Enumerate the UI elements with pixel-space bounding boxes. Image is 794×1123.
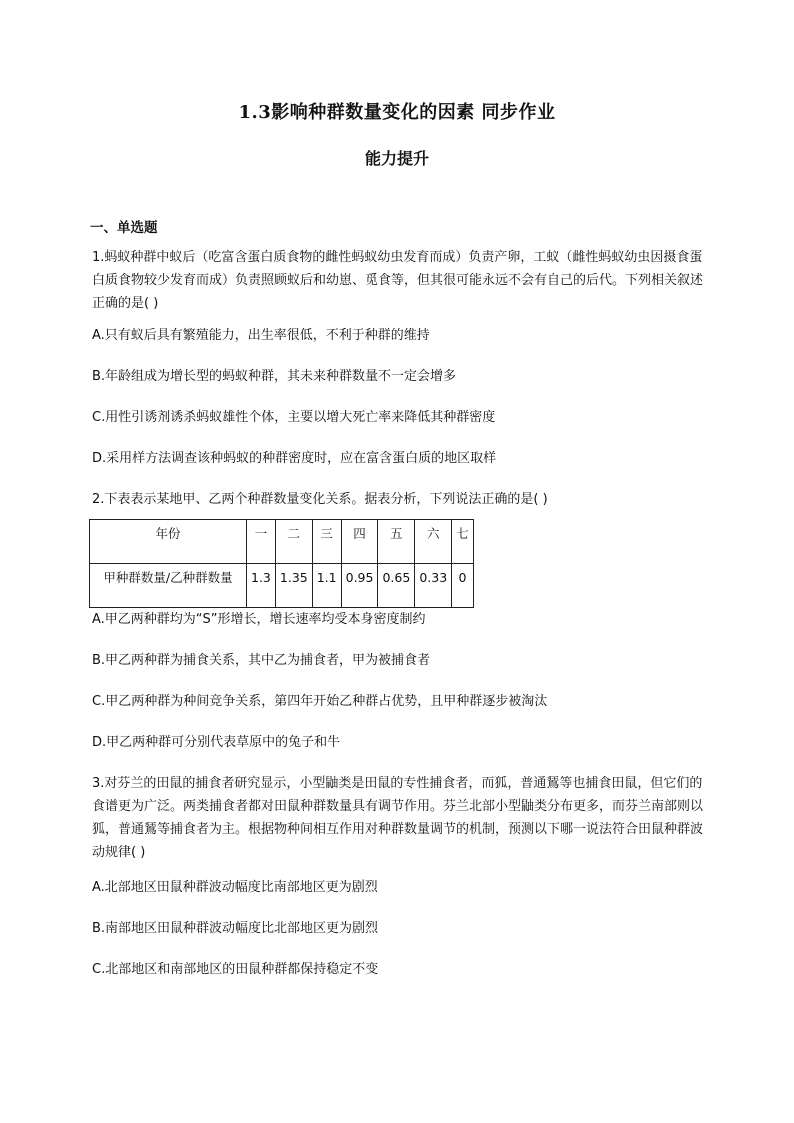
page-subtitle: 能力提升 [364,149,429,168]
option-a: A.只有蚁后具有繁殖能力，出生率很低，不利于种群的维持 [92,328,430,343]
question-stem: 2.下表表示某地甲、乙两个种群数量变化关系。据表分析，下列说法正确的是( ) [92,492,548,507]
question-3 [92,772,704,981]
table-year-cell: 二 [275,520,312,564]
table-year-cell: 六 [415,520,452,564]
option-a: A.甲乙两种群均为“S”形增长，增长速率均受本身密度制约 [92,612,426,627]
option-b: B.年龄组成为增长型的蚂蚁种群，其未来种群数量不一定会增多 [92,369,457,384]
page-title: 1.3影响种群数量变化的因素 同步作业 [238,102,556,123]
option-b: B.甲乙两种群为捕食关系，其中乙为捕食者，甲为被捕食者 [92,653,431,668]
option-c: C.甲乙两种群为种间竞争关系，第四年开始乙种群占优势，且甲种群逐步被淘汰 [92,694,548,709]
option-c: C.北部地区和南部地区的田鼠种群都保持稳定不变 [92,962,379,977]
table-row-label: 甲种群数量/乙种群数量 [90,564,247,608]
table-value-cell: 1.35 [275,564,312,608]
option-d: D.甲乙两种群可分别代表草原中的兔子和牛 [92,735,341,750]
option-c: C.用性引诱剂诱杀蚂蚁雄性个体，主要以增大死亡率来降低其种群密度 [92,410,496,425]
option-d: D.采用样方法调查该种蚂蚁的种群密度时，应在富含蛋白质的地区取样 [92,451,497,466]
table-year-cell: 一 [247,520,276,564]
table-value-cell: 0.33 [415,564,452,608]
question-stem: 1.蚂蚁种群中蚁后（吃富含蛋白质食物的雌性蚂蚁幼虫发育而成）负责产卵，工蚁（雌性蚂蚁幼虫因摄食蛋白质食物较少发育而成）负责照顾蚁后和幼崽、觅食等，但其很可能永远不会有自己的后代。下列相关叙述正确的是( ) [92,250,704,311]
population-table [89,519,474,608]
question-list [92,246,704,999]
table-year-cell: 四 [341,520,378,564]
question-stem: 3.对芬兰的田鼠的捕食者研究显示，小型鼬类是田鼠的专性捕食者，而狐，普通鵟等也捕食田鼠，但它们的食谱更为广泛。两类捕食者都对田鼠种群数量具有调节作用。芬兰北部小型鼬类分布更多，而芬兰南部则以狐，普通鵟等捕食者为主。根据物种间相互作用对种群数量调节的机制，预测以下哪一说法符合田鼠种群波动规律( ) [92,776,704,860]
table-value-cell: 0.65 [378,564,415,608]
option-a: A.北部地区田鼠种群波动幅度比南部地区更为剧烈 [92,880,378,895]
table-year-cell: 七 [452,520,474,564]
table-value-cell: 0 [452,564,474,608]
table-value-cell: 1.1 [312,564,341,608]
table-year-cell: 三 [312,520,341,564]
table-value-cell: 1.3 [247,564,276,608]
question-1 [92,246,704,470]
section-heading: 一、单选题 [90,220,158,236]
question-2 [92,488,704,754]
table-header-label: 年份 [90,520,247,564]
table-row [90,564,474,608]
table-value-cell: 0.95 [341,564,378,608]
table-header-row [90,520,474,564]
table-year-cell: 五 [378,520,415,564]
option-b: B.南部地区田鼠种群波动幅度比北部地区更为剧烈 [92,921,379,936]
